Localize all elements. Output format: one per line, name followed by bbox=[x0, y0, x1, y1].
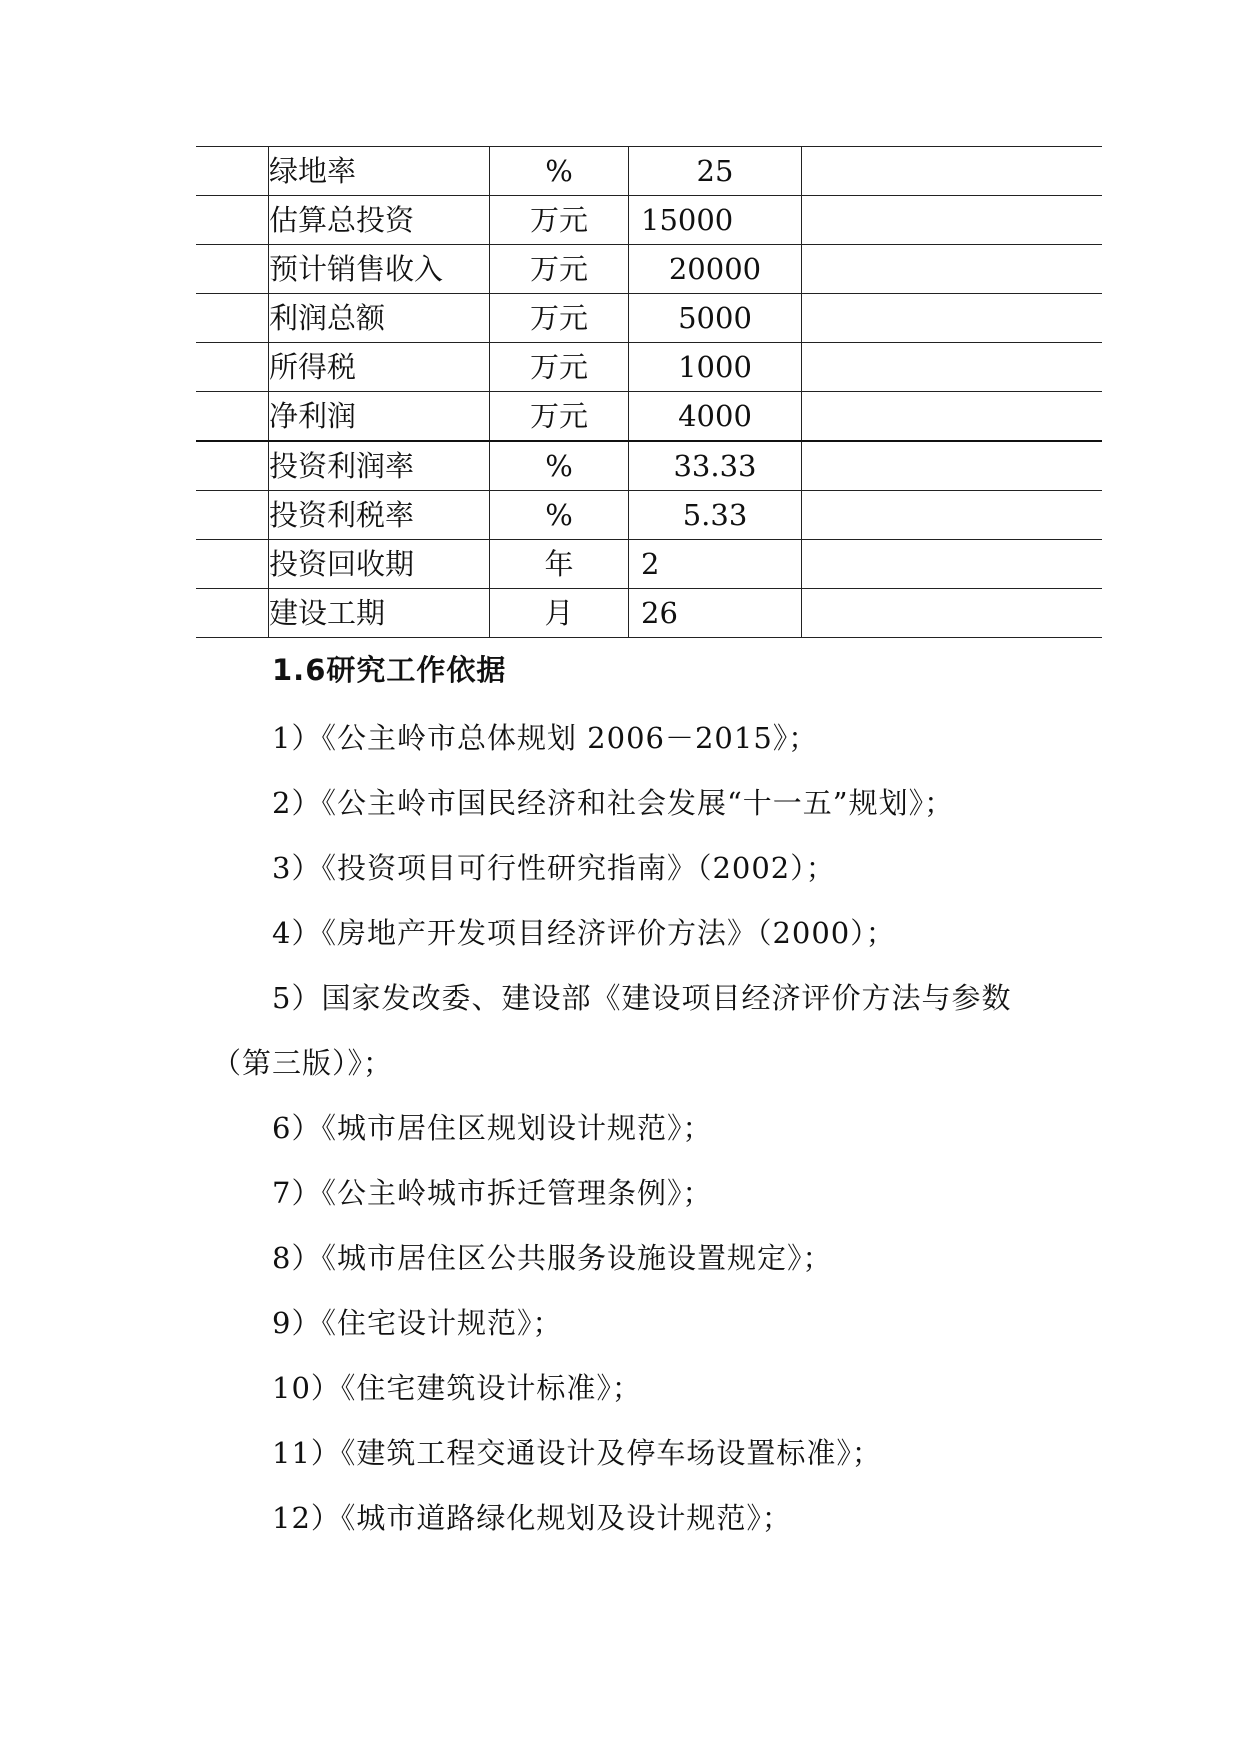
metric-unit: % bbox=[490, 491, 629, 540]
reference-item: 1）《公主岭市总体规划 2006－2015》； bbox=[272, 721, 819, 755]
table-row bbox=[196, 392, 1102, 442]
table-cell-blank bbox=[802, 540, 1103, 589]
metric-value: 2 bbox=[629, 540, 802, 589]
reference-item: 6）《城市居住区规划设计规范》； bbox=[272, 1111, 713, 1145]
metric-name: 投资利润率 bbox=[269, 441, 490, 491]
reference-item-continuation: （第三版）》； bbox=[212, 1046, 394, 1080]
reference-item: 7）《公主岭城市拆迁管理条例》； bbox=[272, 1176, 713, 1210]
table-cell-blank bbox=[196, 196, 269, 245]
table-cell-blank bbox=[802, 441, 1103, 491]
metric-unit: 万元 bbox=[490, 294, 629, 343]
table-row bbox=[196, 245, 1102, 294]
table-cell-blank bbox=[802, 343, 1103, 392]
table-cell-blank bbox=[802, 589, 1103, 638]
metric-value: 4000 bbox=[629, 392, 802, 442]
table-row bbox=[196, 196, 1102, 245]
table-cell-blank bbox=[802, 245, 1103, 294]
table-cell-blank bbox=[802, 196, 1103, 245]
metric-value: 5.33 bbox=[629, 491, 802, 540]
reference-item: 10）《住宅建筑设计标准》； bbox=[272, 1371, 642, 1405]
project-metrics-table bbox=[196, 146, 1102, 638]
table-cell-blank bbox=[196, 245, 269, 294]
reference-item: 12）《城市道路绿化规划及设计规范》； bbox=[272, 1501, 792, 1535]
table-cell-blank bbox=[802, 147, 1103, 196]
metric-unit: 万元 bbox=[490, 343, 629, 392]
metric-name: 所得税 bbox=[269, 343, 490, 392]
table-cell-blank bbox=[196, 294, 269, 343]
metric-value: 33.33 bbox=[629, 441, 802, 491]
reference-item: 5）国家发改委、建设部《建设项目经济评价方法与参数 bbox=[272, 981, 1012, 1015]
table-row bbox=[196, 589, 1102, 638]
table-cell-blank bbox=[196, 392, 269, 442]
table-row bbox=[196, 491, 1102, 540]
metric-name: 绿地率 bbox=[269, 147, 490, 196]
metric-unit: 年 bbox=[490, 540, 629, 589]
metric-value: 20000 bbox=[629, 245, 802, 294]
metric-name: 预计销售收入 bbox=[269, 245, 490, 294]
metric-unit: % bbox=[490, 147, 629, 196]
section-heading: 1.6研究工作依据 bbox=[272, 653, 507, 687]
metric-name: 估算总投资 bbox=[269, 196, 490, 245]
table-cell-blank bbox=[196, 491, 269, 540]
table-cell-blank bbox=[196, 540, 269, 589]
metric-value: 26 bbox=[629, 589, 802, 638]
metric-value: 5000 bbox=[629, 294, 802, 343]
table-cell-blank bbox=[196, 441, 269, 491]
reference-item: 11）《建筑工程交通设计及停车场设置标准》； bbox=[272, 1436, 882, 1470]
metric-name: 建设工期 bbox=[269, 589, 490, 638]
metric-name: 净利润 bbox=[269, 392, 490, 442]
reference-item: 4）《房地产开发项目经济评价方法》（2000）； bbox=[272, 916, 896, 950]
table-row bbox=[196, 294, 1102, 343]
table-row bbox=[196, 441, 1102, 491]
metric-unit: 万元 bbox=[490, 245, 629, 294]
table-cell-blank bbox=[802, 392, 1103, 442]
table-cell-blank bbox=[196, 589, 269, 638]
table-row bbox=[196, 147, 1102, 196]
metric-unit: 万元 bbox=[490, 392, 629, 442]
table-row bbox=[196, 343, 1102, 392]
reference-item: 3）《投资项目可行性研究指南》（2002）； bbox=[272, 851, 836, 885]
metric-value: 1000 bbox=[629, 343, 802, 392]
table-row bbox=[196, 540, 1102, 589]
reference-item: 2）《公主岭市国民经济和社会发展“十一五”规划》； bbox=[272, 786, 955, 820]
table-cell-blank bbox=[196, 147, 269, 196]
metric-value: 25 bbox=[629, 147, 802, 196]
metric-name: 投资回收期 bbox=[269, 540, 490, 589]
metric-name: 投资利税率 bbox=[269, 491, 490, 540]
metric-value: 15000 bbox=[629, 196, 802, 245]
reference-item: 8）《城市居住区公共服务设施设置规定》； bbox=[272, 1241, 833, 1275]
table-cell-blank bbox=[196, 343, 269, 392]
table-cell-blank bbox=[802, 294, 1103, 343]
table-cell-blank bbox=[802, 491, 1103, 540]
metric-unit: % bbox=[490, 441, 629, 491]
metric-unit: 月 bbox=[490, 589, 629, 638]
metric-name: 利润总额 bbox=[269, 294, 490, 343]
metric-unit: 万元 bbox=[490, 196, 629, 245]
reference-item: 9）《住宅设计规范》； bbox=[272, 1306, 563, 1340]
